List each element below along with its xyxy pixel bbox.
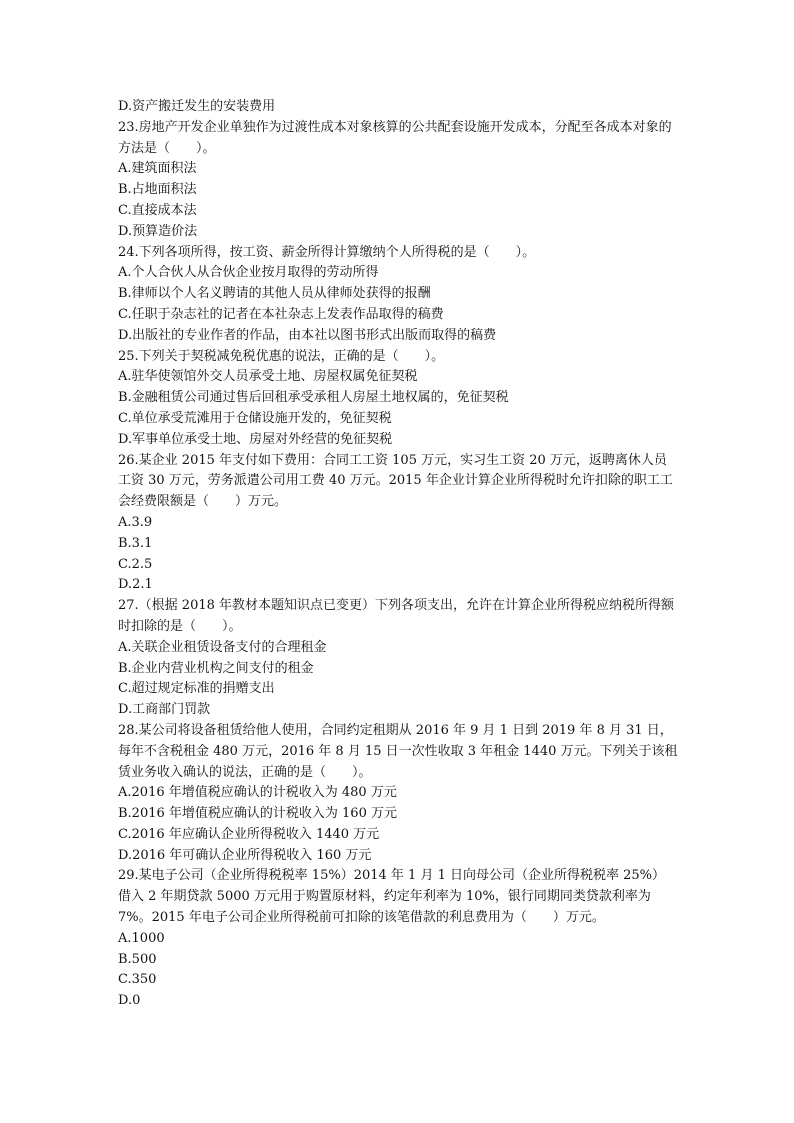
option-a: A.1000: [118, 930, 165, 946]
option-b: B.3.1: [118, 535, 153, 551]
option-a: A.关联企业租赁设备支付的合理租金: [118, 639, 327, 655]
question-25: [118, 347, 678, 451]
question-24: [118, 243, 678, 347]
option-c: C.超过规定标准的捐赠支出: [118, 681, 275, 697]
question-stem: 24.下列各项所得，按工资、薪金所得计算缴纳个人所得税的是（ ）。: [118, 244, 536, 260]
option-b: B.2016 年增值税应确认的计税收入为 160 万元: [118, 806, 397, 822]
option-c: C.任职于杂志社的记者在本社杂志上发表作品取得的稿费: [118, 306, 444, 322]
question-stem: 27.（根据 2018 年教材本题知识点已变更）下列各项支出，允许在计算企业所得税应纳税所得额时扣除的是（ ）。: [118, 598, 675, 634]
option-b: B.律师以个人名义聘请的其他人员从律师处获得的报酬: [118, 286, 431, 302]
option-d: D.出版社的专业作者的作品，由本社以图书形式出版而取得的稿费: [118, 327, 497, 343]
option-d: D.工商部门罚款: [118, 702, 211, 718]
question-stem: 23.房地产开发企业单独作为过渡性成本对象核算的公共配套设施开发成本，分配至各成本对象的方法是（ ）。: [118, 119, 672, 156]
question-stem: 25.下列关于契税减免税优惠的说法，正确的是（ ）。: [118, 348, 445, 364]
question-26: [118, 451, 678, 597]
option-d: D.2.1: [118, 577, 153, 593]
question-28: [118, 721, 678, 867]
question-23: [118, 118, 678, 243]
option-d: D.2016 年可确认企业所得税收入 160 万元: [118, 847, 372, 863]
lead-option: D.资产搬迁发生的安装费用: [118, 99, 276, 114]
question-27: [118, 596, 678, 721]
option-c: C.单位承受荒滩用于仓储设施开发的，免征契税: [118, 410, 392, 426]
option-a: A.建筑面积法: [118, 161, 197, 177]
document-page: [118, 97, 678, 1012]
option-a: A.个人合伙人从合伙企业按月取得的劳动所得: [118, 265, 379, 281]
question-stem: 26.某企业 2015 年支付如下费用：合同工工资 105 万元，实习生工资 20 万元，返聘离休人员工资 30 万元，劳务派遣公司用工费 40 万元。2015 年企业计算企业所得税时允许扣除的职工工会经费限额是（ ）万元。: [118, 452, 673, 510]
option-d: D.预算造价法: [118, 223, 198, 239]
option-a: A.驻华使领馆外交人员承受土地、房屋权属免征契税: [118, 369, 418, 385]
option-a: A.3.9: [118, 514, 153, 530]
question-stem: 29.某电子公司（企业所得税税率 15%）2014 年 1 月 1 日向母公司（企业所得税税率 25%）借入 2 年期贷款 5000 万元用于购置原材料，约定年利率为 10%，银行同期同类贷款利率为 7%。2015 年电子公司企业所得税前可扣除的该笔借款的利息费用为（ ）万元。: [118, 868, 666, 926]
option-d: D.军事单位承受土地、房屋对外经营的免征契税: [118, 431, 393, 447]
option-c: C.直接成本法: [118, 202, 197, 218]
option-d: D.0: [118, 993, 141, 1009]
option-b: B.金融租赁公司通过售后回租承受承租人房屋土地权属的，免征契税: [118, 390, 509, 406]
question-stem: 28.某公司将设备租赁给他人使用，合同约定租期从 2016 年 9 月 1 日到 2019 年 8 月 31 日，每年不含税租金 480 万元，2016 年 8 月 15 日一次性收取 3 年租金 1440 万元。下列关于该租赁业务收入确认的说法，正确的是（ ）。: [118, 722, 678, 780]
option-b: B.占地面积法: [118, 182, 197, 198]
question-29: [118, 866, 678, 1012]
option-b: B.500: [118, 951, 157, 967]
option-a: A.2016 年增值税应确认的计税收入为 480 万元: [118, 785, 397, 801]
option-b: B.企业内营业机构之间支付的租金: [118, 660, 314, 676]
option-c: C.350: [118, 972, 157, 988]
option-c: C.2016 年应确认企业所得税收入 1440 万元: [118, 826, 380, 842]
option-c: C.2.5: [118, 556, 153, 572]
